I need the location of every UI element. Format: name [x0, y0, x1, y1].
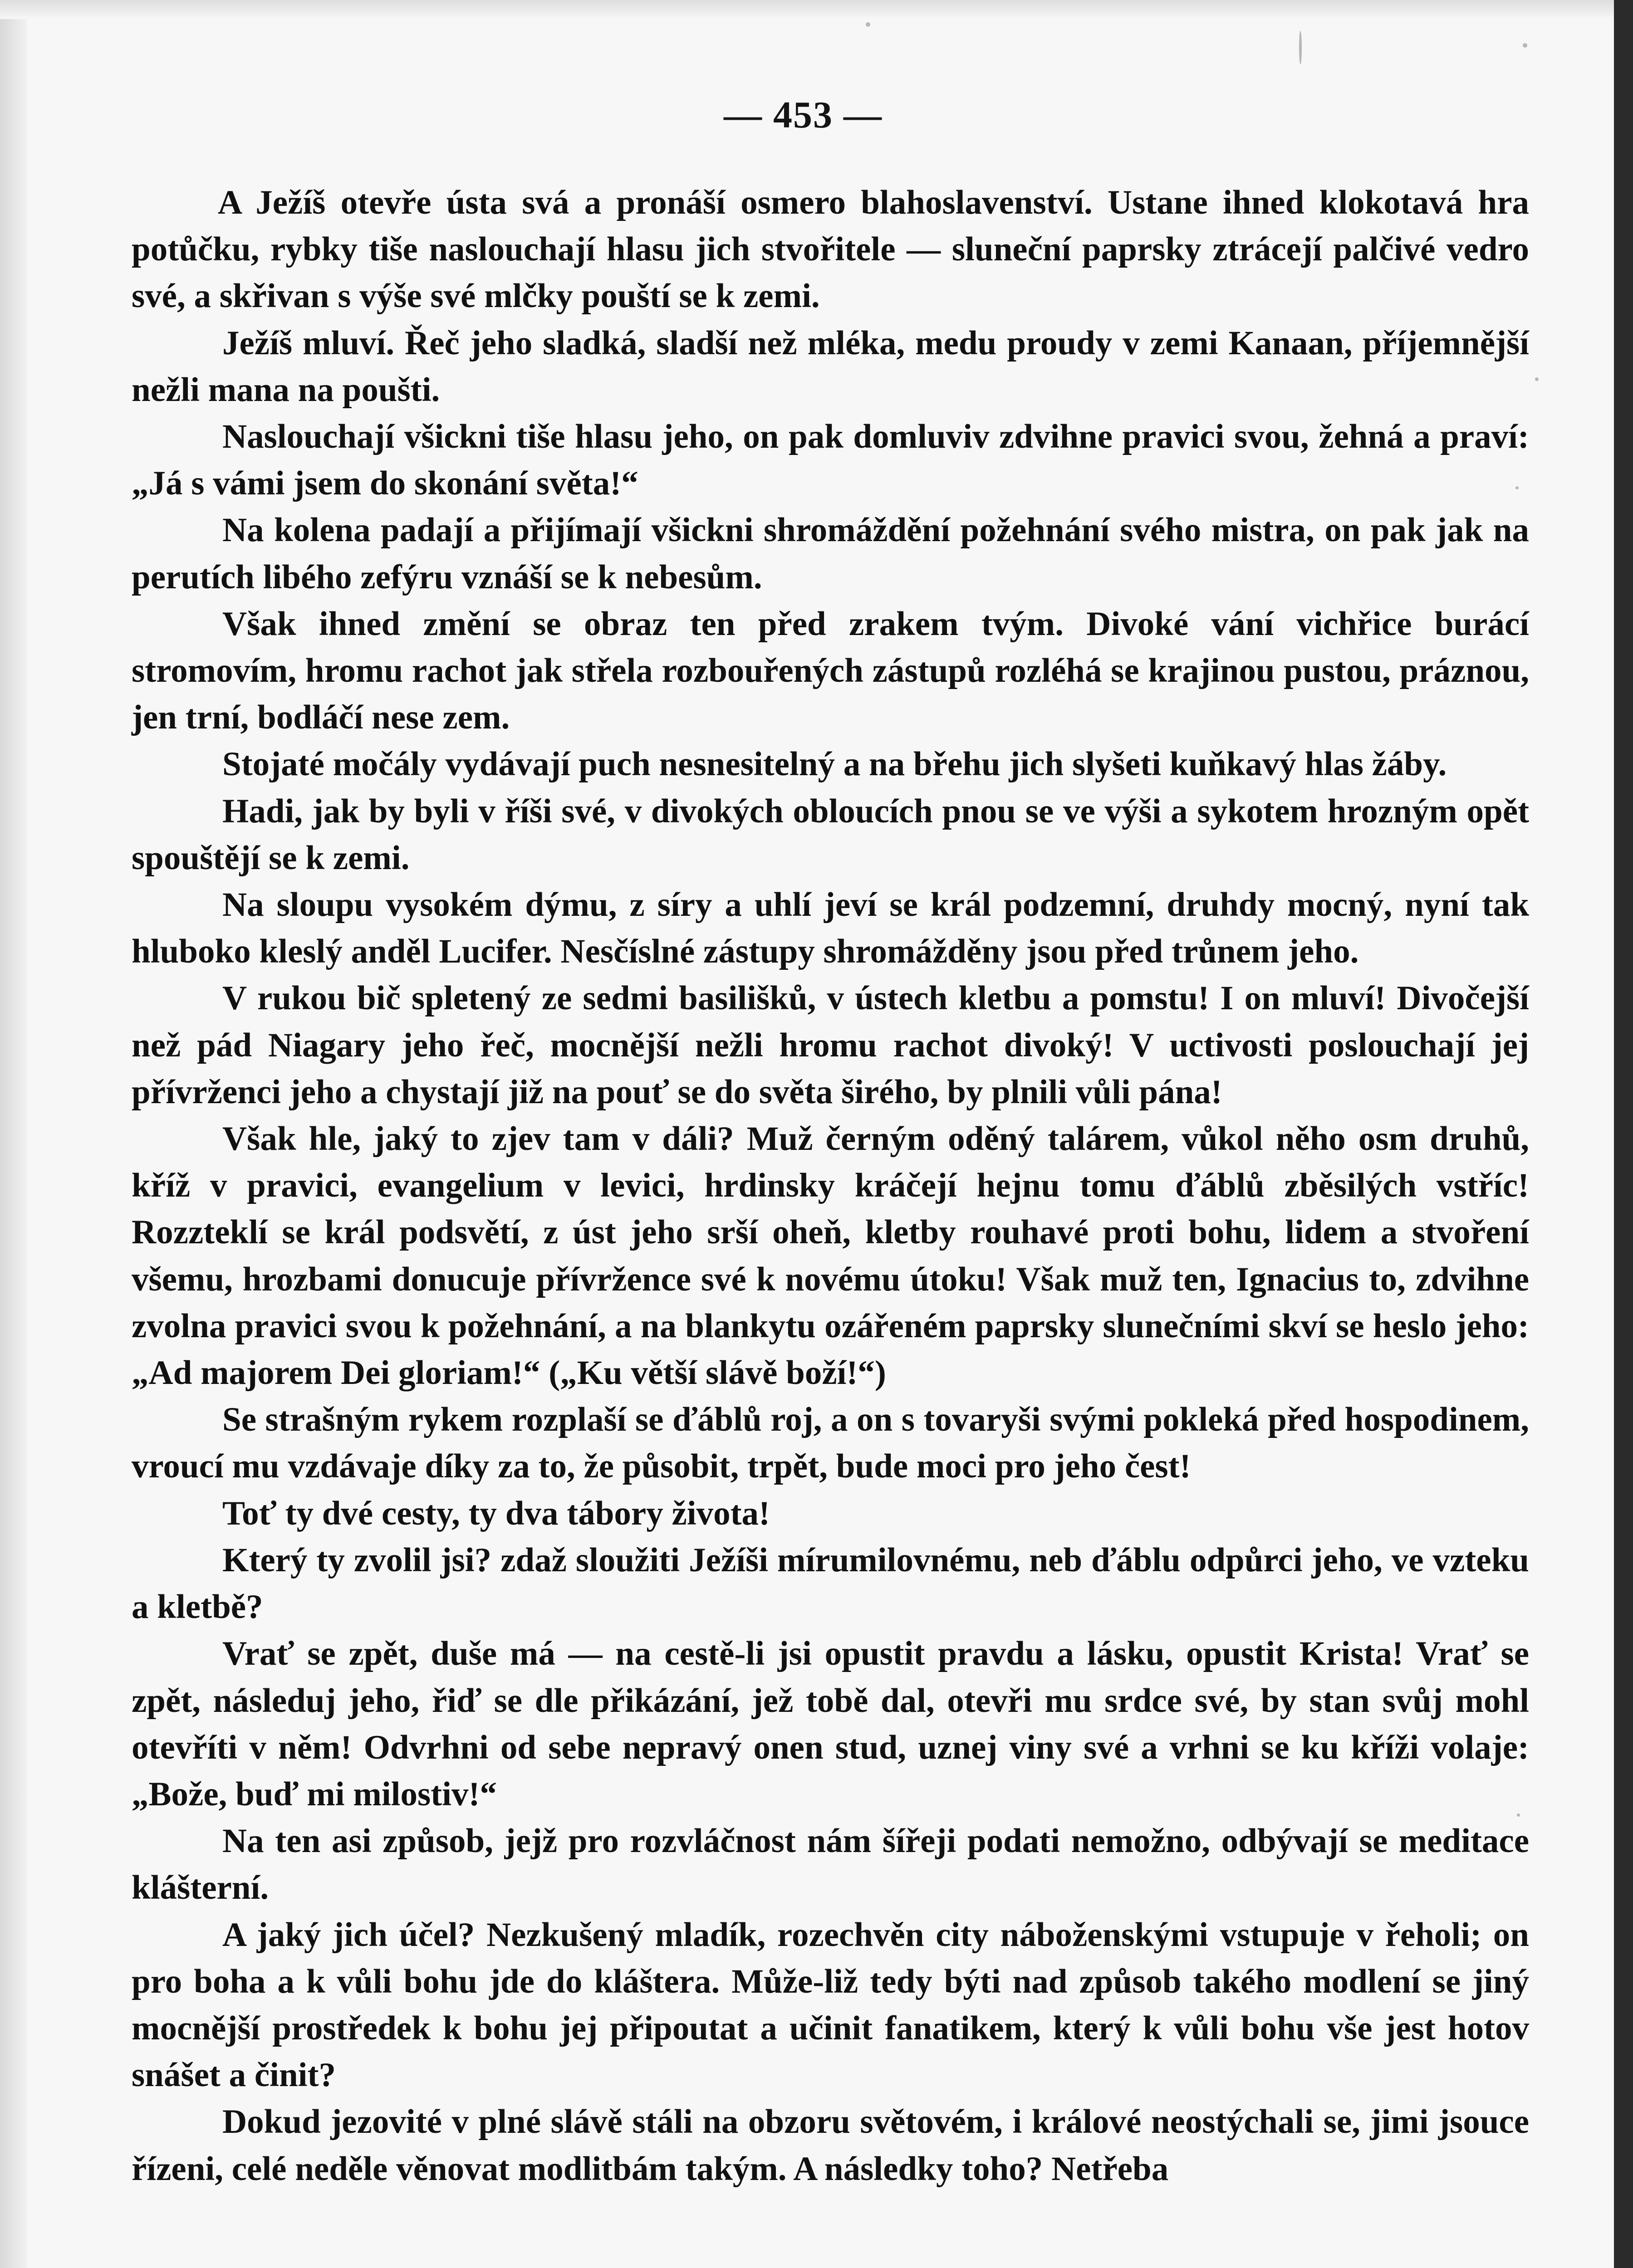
page-body: [132, 179, 1529, 2192]
paragraph: Však ihned změní se obraz ten před zrakem tvým. Divoké vání vichřice burácí stromovím, hromu rachot jak střela rozbouřených zástupů rozléhá se krajinou pustou, práznou, jen trní, bodláčí nese zem.: [132, 605, 1529, 737]
paragraph: Ježíš mluví. Řeč jeho sladká, sladší než mléka, medu proudy v zemi Kanaan, příjemnější nežli mana na poušti.: [132, 324, 1529, 409]
paragraph: A jaký jich účel? Nezkušený mladík, rozechvěn city náboženskými vstupuje v řeholi; on pro boha a k vůli bohu jde do kláštera. Může-liž tedy býti nad způsob takého modlení se jiný mocnější prostředek k bohu jej připoutat a učinit fanatikem, který k vůli bohu vše jest hotov snášet a činit?: [132, 1916, 1529, 2094]
scan-speck: [1523, 43, 1527, 48]
paragraph: Však hle, jaký to zjev tam v dáli? Muž černým oděný talárem, vůkol něho osm druhů, kříž v pravici, evangelium v levici, hrdinsky kráčejí hejnu tomu ďáblů zběsilých vstříc! Rozzteklí se král podsvětí, z úst jeho srší oheň, kletby rouhavé proti bohu, lidem a stvoření všemu, hrozbami donucuje přívržence své k novému útoku! Však muž ten, Ignacius to, zdvihne zvolna pravici svou k požehnání, a na blankytu ozářeném paprsky slunečními skví se heslo jeho: „Ad majorem Dei gloriam!“ („Ku větší slávě boží!“): [132, 1120, 1529, 1392]
page-left-shadow: [0, 0, 27, 2268]
paragraph: Který ty zvolil jsi? zdaž sloužiti Ježíši mírumilovnému, neb ďáblu odpůrci jeho, ve vzteku a kletbě?: [132, 1541, 1529, 1626]
paragraph: Naslouchají všickni tiše hlasu jeho, on pak domluviv zdvihne pravici svou, žehná a praví: „Já s vámi jsem do skonání světa!“: [132, 418, 1529, 503]
scan-speck: [1535, 377, 1539, 381]
paragraph: Na ten asi způsob, jejž pro rozvláčnost nám šířeji podati nemožno, odbývají se meditace klášterní.: [132, 1822, 1529, 1907]
paragraph: Dokud jezovité v plné slávě stáli na obzoru světovém, i králové neostýchali se, jimi jsouce řízeni, celé neděle věnovat modlitbám takým. A následky toho? Netřeba: [132, 2103, 1529, 2188]
paragraph: Hadi, jak by byli v říši své, v divokých obloucích pnou se ve výši a sykotem hrozným opět spouštějí se k zemi.: [132, 792, 1529, 877]
paragraph: Toť ty dvé cesty, ty dva tábory života!: [222, 1494, 770, 1532]
scan-speck: [1299, 31, 1302, 64]
paragraph: V rukou bič spletený ze sedmi basilišků, v ústech kletbu a pomstu! I on mluví! Divočejší než pád Niagary jeho řeč, mocnější nežli hromu rachot divoký! V uctivosti poslouchají jej přívrženci jeho a chystají již na pouť se do světa širého, by plnili vůli pána!: [132, 979, 1529, 1111]
page-number: — 453 —: [724, 94, 883, 136]
paragraph: Na kolena padají a přijímají všickni shromáždění požehnání svého mistra, on pak jak na perutích libého zefýru vznáší se k nebesům.: [132, 511, 1529, 596]
page-top-shadow: [0, 0, 1614, 19]
paragraph: Stojaté močály vydávají puch nesnesitelný a na břehu jich slyšeti kuňkavý hlas žáby.: [222, 745, 1447, 783]
paragraph: Na sloupu vysokém dýmu, z síry a uhlí jeví se král podzemní, druhdy mocný, nyní tak hluboko kleslý anděl Lucifer. Nesčíslné zástupy shromážděny jsou před trůnem jeho.: [132, 886, 1529, 971]
paragraph: Se strašným rykem rozplaší se ďáblů roj, a on s tovaryši svými pokleká před hospodinem, vroucí mu vzdávaje díky za to, že působit, trpět, bude moci pro jeho čest!: [132, 1401, 1529, 1486]
paragraph: A Ježíš otevře ústa svá a pronáší osmero blahoslavenství. Ustane ihned klokotavá hra potůčku, rybky tiše naslouchají hlasu jich stvořitele — sluneční paprsky ztrácejí palčivé vedro své, a skřivan s výše své mlčky pouští se k zemi.: [132, 184, 1529, 315]
paragraph: Vrať se zpět, duše má — na cestě-li jsi opustit pravdu a lásku, opustit Krista! Vrať se zpět, následuj jeho, řiď se dle přikázání, jež tobě dal, otevři mu srdce své, by stan svůj mohl otevříti v něm! Odvrhni od sebe nepravý onen stud, uznej viny své a vrhni se ku kříži volaje: „Bože, buď mi milostiv!“: [132, 1635, 1529, 1813]
scan-speck: [866, 22, 870, 27]
